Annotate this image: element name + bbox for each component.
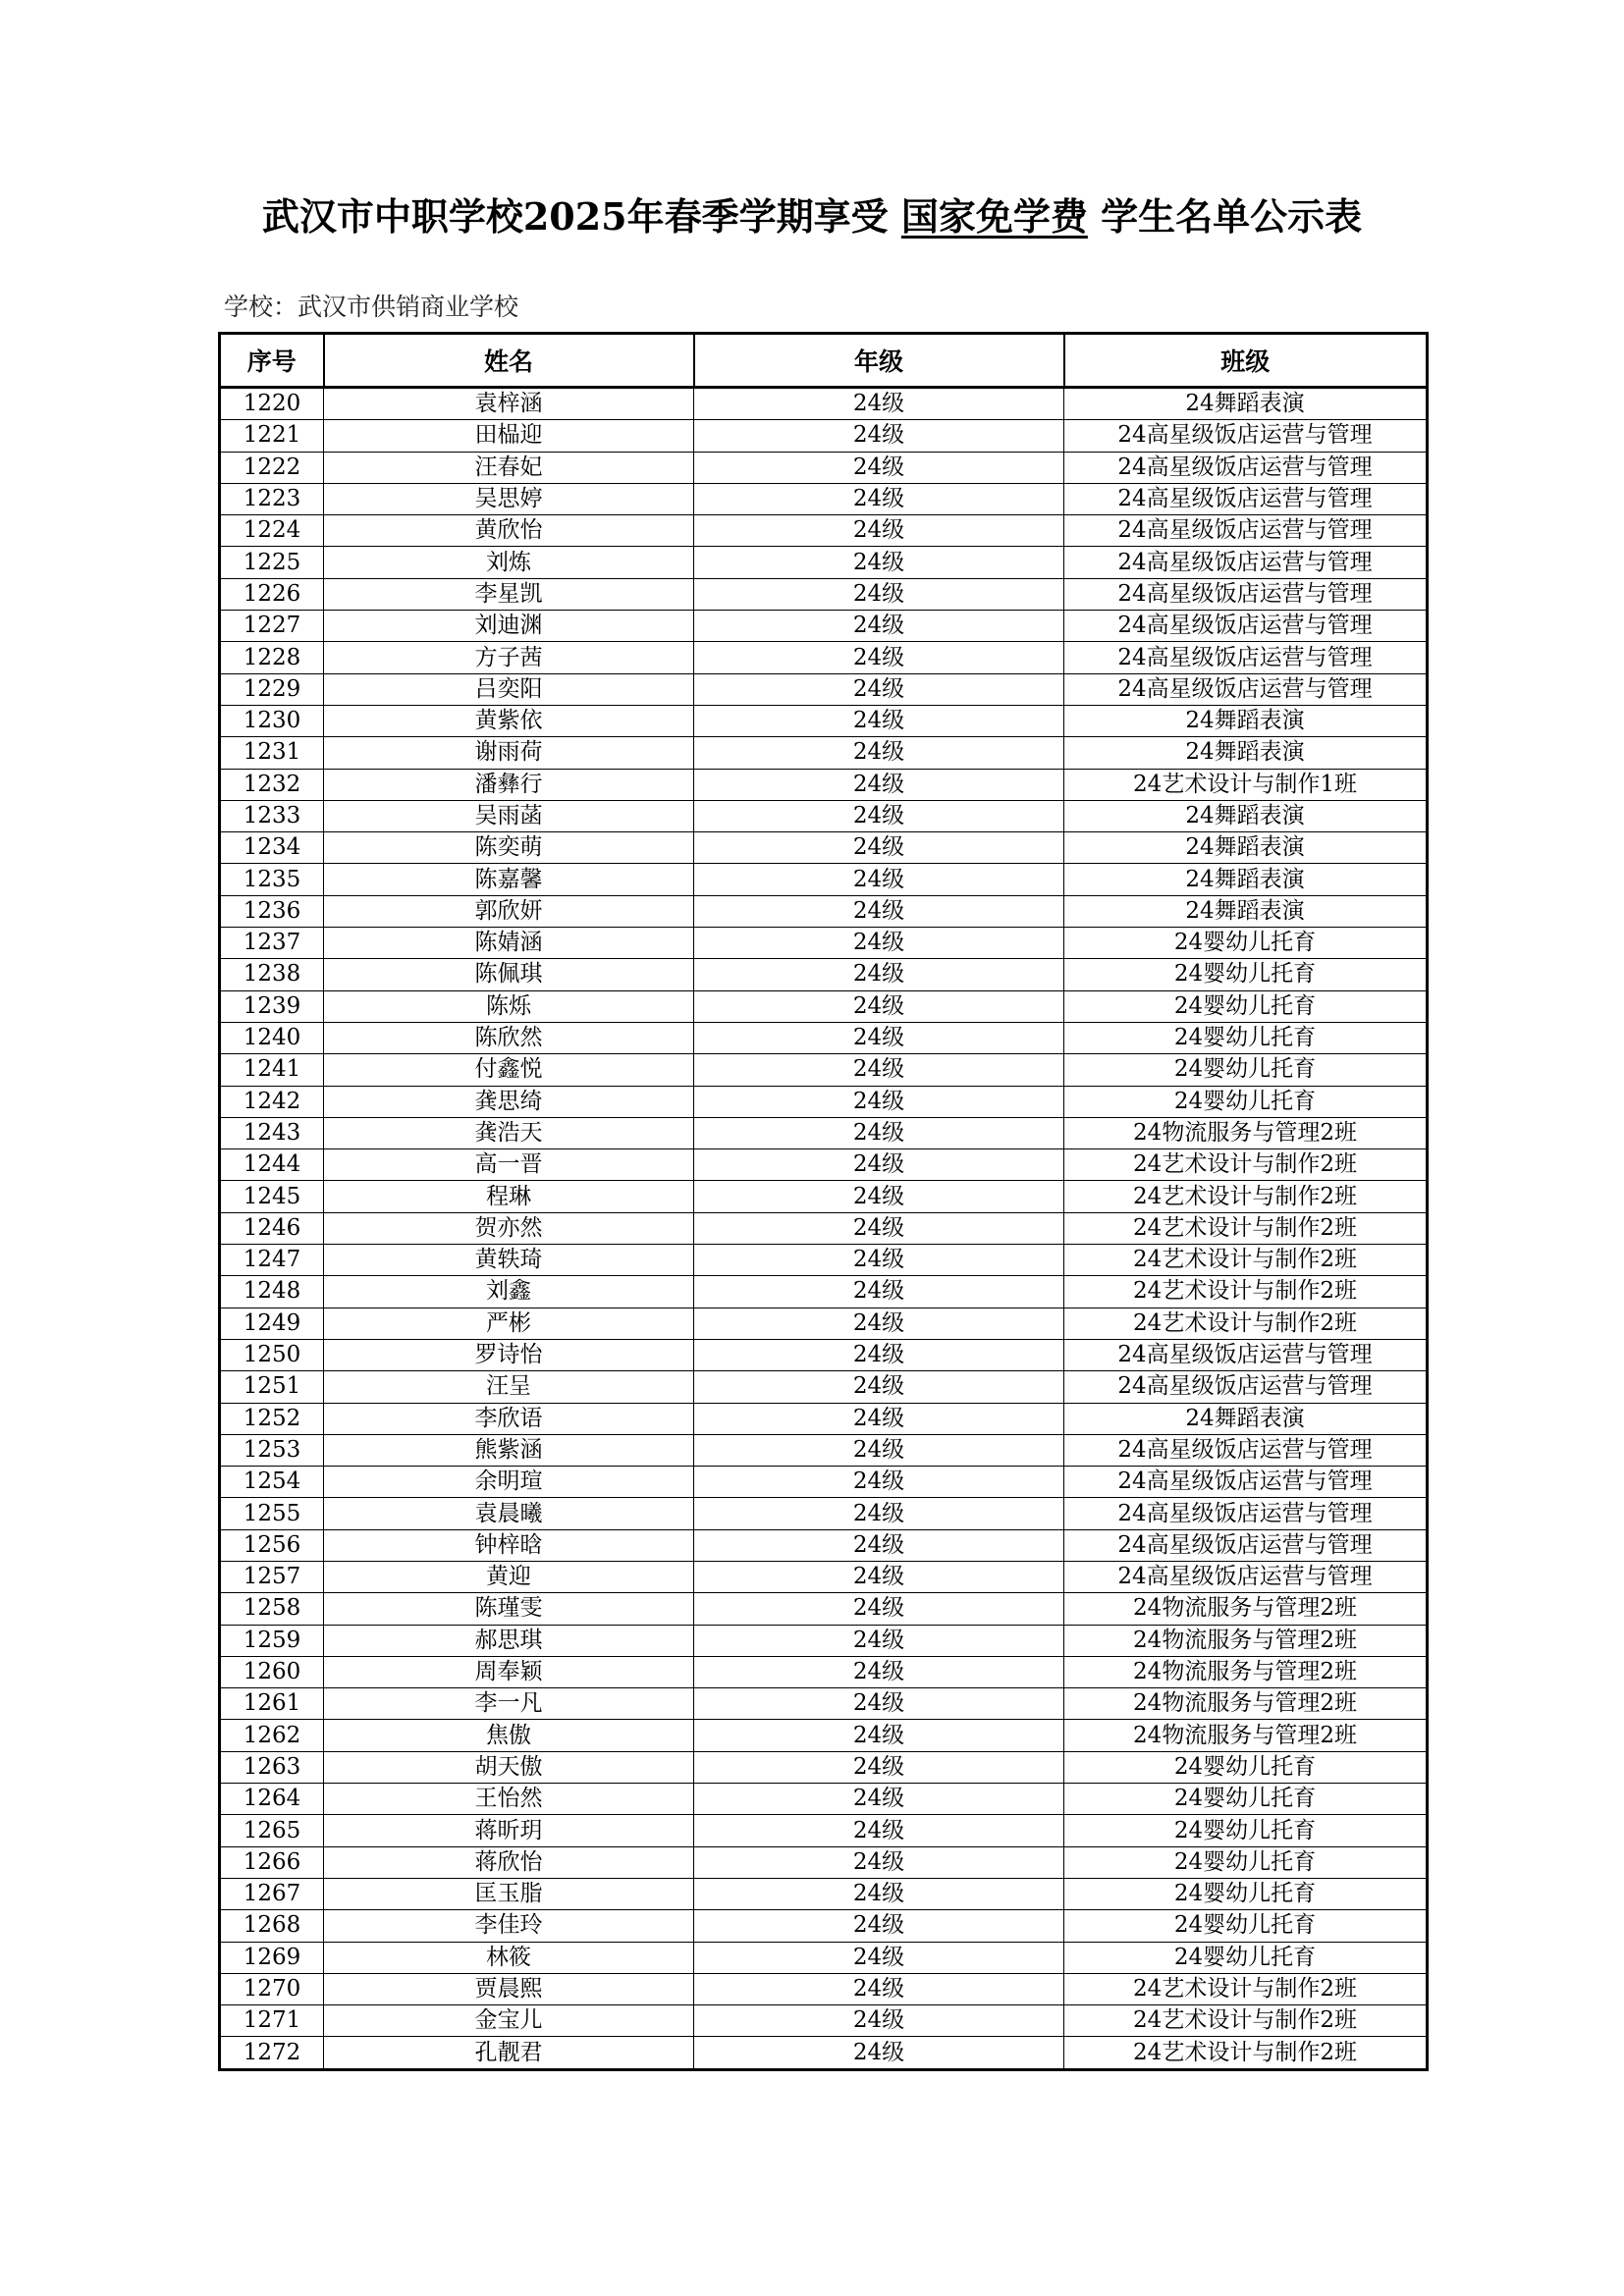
table-row — [220, 1688, 1428, 1720]
cell-grade: 24级 — [694, 1910, 1064, 1942]
cell-name: 陈婧涵 — [324, 928, 694, 959]
table-row — [220, 1181, 1428, 1212]
cell-serial: 1234 — [220, 832, 324, 864]
cell-name: 贾晨熙 — [324, 1973, 694, 2004]
table-row — [220, 1308, 1428, 1339]
cell-grade: 24级 — [694, 769, 1064, 800]
table-row — [220, 1403, 1428, 1434]
cell-name: 吕奕阳 — [324, 673, 694, 705]
cell-grade: 24级 — [694, 959, 1064, 990]
cell-class: 24婴幼儿托育 — [1064, 1846, 1428, 1878]
cell-name: 蒋昕玥 — [324, 1815, 694, 1846]
table-row — [220, 737, 1428, 769]
table-row — [220, 895, 1428, 927]
cell-name: 钟梓晗 — [324, 1529, 694, 1561]
cell-grade: 24级 — [694, 1339, 1064, 1370]
cell-name: 付鑫悦 — [324, 1054, 694, 1086]
title-highlight: 国家免学费 — [900, 194, 1088, 239]
cell-class: 24舞蹈表演 — [1064, 737, 1428, 769]
table-row — [220, 928, 1428, 959]
cell-grade: 24级 — [694, 578, 1064, 610]
cell-serial: 1250 — [220, 1339, 324, 1370]
cell-serial: 1252 — [220, 1403, 324, 1434]
cell-serial: 1228 — [220, 642, 324, 673]
table-row — [220, 800, 1428, 831]
cell-class: 24舞蹈表演 — [1064, 1403, 1428, 1434]
table-row — [220, 1276, 1428, 1308]
table-row — [220, 1339, 1428, 1370]
student-roster-table — [218, 332, 1429, 2071]
cell-serial: 1241 — [220, 1054, 324, 1086]
cell-name: 黄紫依 — [324, 705, 694, 736]
cell-grade: 24级 — [694, 1212, 1064, 1244]
cell-grade: 24级 — [694, 1688, 1064, 1720]
cell-serial: 1254 — [220, 1467, 324, 1498]
table-row — [220, 864, 1428, 895]
table-row — [220, 1212, 1428, 1244]
cell-class: 24物流服务与管理2班 — [1064, 1688, 1428, 1720]
cell-name: 黄欣怡 — [324, 515, 694, 547]
cell-serial: 1230 — [220, 705, 324, 736]
cell-grade: 24级 — [694, 705, 1064, 736]
cell-grade: 24级 — [694, 1973, 1064, 2004]
cell-class: 24艺术设计与制作2班 — [1064, 2037, 1428, 2069]
table-row — [220, 452, 1428, 483]
cell-name: 陈瑾雯 — [324, 1593, 694, 1625]
cell-name: 严彬 — [324, 1308, 694, 1339]
cell-class: 24物流服务与管理2班 — [1064, 1720, 1428, 1751]
cell-grade: 24级 — [694, 2005, 1064, 2037]
cell-grade: 24级 — [694, 673, 1064, 705]
table-row — [220, 1878, 1428, 1909]
cell-serial: 1263 — [220, 1751, 324, 1783]
cell-name: 吴雨菡 — [324, 800, 694, 831]
cell-grade: 24级 — [694, 611, 1064, 642]
table-row — [220, 1942, 1428, 1973]
cell-name: 方子茜 — [324, 642, 694, 673]
cell-serial: 1266 — [220, 1846, 324, 1878]
cell-class: 24高星级饭店运营与管理 — [1064, 452, 1428, 483]
cell-grade: 24级 — [694, 483, 1064, 514]
cell-name: 贺亦然 — [324, 1212, 694, 1244]
cell-class: 24婴幼儿托育 — [1064, 990, 1428, 1022]
cell-grade: 24级 — [694, 832, 1064, 864]
school-label: 学校：武汉市供销商业学校 — [224, 293, 519, 321]
cell-serial: 1257 — [220, 1561, 324, 1592]
cell-grade: 24级 — [694, 1878, 1064, 1909]
table-row — [220, 1086, 1428, 1117]
cell-grade: 24级 — [694, 1815, 1064, 1846]
table-row — [220, 642, 1428, 673]
cell-grade: 24级 — [694, 1751, 1064, 1783]
cell-class: 24婴幼儿托育 — [1064, 1878, 1428, 1909]
cell-serial: 1264 — [220, 1784, 324, 1815]
cell-serial: 1249 — [220, 1308, 324, 1339]
cell-name: 袁梓涵 — [324, 388, 694, 420]
cell-grade: 24级 — [694, 547, 1064, 578]
cell-serial: 1229 — [220, 673, 324, 705]
table-row — [220, 1973, 1428, 2004]
cell-grade: 24级 — [694, 1181, 1064, 1212]
cell-grade: 24级 — [694, 990, 1064, 1022]
cell-serial: 1224 — [220, 515, 324, 547]
cell-serial: 1256 — [220, 1529, 324, 1561]
cell-class: 24高星级饭店运营与管理 — [1064, 515, 1428, 547]
cell-name: 林筱 — [324, 1942, 694, 1973]
cell-class: 24艺术设计与制作2班 — [1064, 1212, 1428, 1244]
cell-serial: 1221 — [220, 420, 324, 452]
cell-serial: 1244 — [220, 1149, 324, 1181]
cell-class: 24婴幼儿托育 — [1064, 1751, 1428, 1783]
table-row — [220, 1910, 1428, 1942]
cell-serial: 1236 — [220, 895, 324, 927]
cell-serial: 1245 — [220, 1181, 324, 1212]
cell-name: 余明瑄 — [324, 1467, 694, 1498]
table-body — [220, 388, 1428, 2070]
cell-grade: 24级 — [694, 737, 1064, 769]
cell-class: 24高星级饭店运营与管理 — [1064, 642, 1428, 673]
cell-grade: 24级 — [694, 1593, 1064, 1625]
cell-grade: 24级 — [694, 895, 1064, 927]
cell-grade: 24级 — [694, 928, 1064, 959]
cell-serial: 1253 — [220, 1434, 324, 1466]
cell-grade: 24级 — [694, 1086, 1064, 1117]
cell-serial: 1268 — [220, 1910, 324, 1942]
cell-name: 蒋欣怡 — [324, 1846, 694, 1878]
table-row — [220, 611, 1428, 642]
table-row — [220, 1561, 1428, 1592]
cell-serial: 1223 — [220, 483, 324, 514]
cell-grade: 24级 — [694, 515, 1064, 547]
table-row — [220, 832, 1428, 864]
cell-serial: 1248 — [220, 1276, 324, 1308]
cell-name: 陈嘉馨 — [324, 864, 694, 895]
cell-grade: 24级 — [694, 452, 1064, 483]
cell-class: 24艺术设计与制作2班 — [1064, 1245, 1428, 1276]
table-row — [220, 1022, 1428, 1053]
cell-serial: 1255 — [220, 1498, 324, 1529]
cell-serial: 1246 — [220, 1212, 324, 1244]
cell-name: 刘炼 — [324, 547, 694, 578]
cell-serial: 1247 — [220, 1245, 324, 1276]
cell-grade: 24级 — [694, 1054, 1064, 1086]
cell-serial: 1267 — [220, 1878, 324, 1909]
table-row — [220, 1054, 1428, 1086]
table-row — [220, 2005, 1428, 2037]
cell-grade: 24级 — [694, 1022, 1064, 1053]
cell-serial: 1232 — [220, 769, 324, 800]
cell-grade: 24级 — [694, 1371, 1064, 1403]
cell-serial: 1233 — [220, 800, 324, 831]
cell-class: 24高星级饭店运营与管理 — [1064, 1561, 1428, 1592]
cell-class: 24婴幼儿托育 — [1064, 1054, 1428, 1086]
column-header-serial: 序号 — [220, 334, 324, 388]
cell-name: 陈欣然 — [324, 1022, 694, 1053]
cell-serial: 1237 — [220, 928, 324, 959]
cell-class: 24艺术设计与制作2班 — [1064, 1181, 1428, 1212]
cell-name: 郭欣妍 — [324, 895, 694, 927]
cell-grade: 24级 — [694, 1276, 1064, 1308]
cell-class: 24高星级饭店运营与管理 — [1064, 547, 1428, 578]
cell-name: 龚浩天 — [324, 1117, 694, 1148]
table-row — [220, 1434, 1428, 1466]
table-row — [220, 388, 1428, 420]
cell-serial: 1270 — [220, 1973, 324, 2004]
cell-name: 郝思琪 — [324, 1625, 694, 1656]
cell-name: 潘彝行 — [324, 769, 694, 800]
cell-name: 田榀迎 — [324, 420, 694, 452]
cell-class: 24舞蹈表演 — [1064, 705, 1428, 736]
cell-class: 24婴幼儿托育 — [1064, 1784, 1428, 1815]
header-row — [220, 334, 1428, 388]
cell-name: 熊紫涵 — [324, 1434, 694, 1466]
cell-name: 陈奕萌 — [324, 832, 694, 864]
column-header-class: 班级 — [1064, 334, 1428, 388]
cell-name: 袁晨曦 — [324, 1498, 694, 1529]
cell-name: 孔靓君 — [324, 2037, 694, 2069]
cell-grade: 24级 — [694, 1467, 1064, 1498]
cell-serial: 1222 — [220, 452, 324, 483]
cell-grade: 24级 — [694, 864, 1064, 895]
cell-class: 24艺术设计与制作2班 — [1064, 1973, 1428, 2004]
cell-name: 汪春妃 — [324, 452, 694, 483]
cell-serial: 1240 — [220, 1022, 324, 1053]
cell-class: 24婴幼儿托育 — [1064, 1942, 1428, 1973]
table-row — [220, 1625, 1428, 1656]
cell-name: 周奉颖 — [324, 1656, 694, 1687]
cell-class: 24高星级饭店运营与管理 — [1064, 1467, 1428, 1498]
cell-grade: 24级 — [694, 1498, 1064, 1529]
cell-grade: 24级 — [694, 1625, 1064, 1656]
cell-name: 李欣语 — [324, 1403, 694, 1434]
cell-name: 李佳玲 — [324, 1910, 694, 1942]
cell-serial: 1259 — [220, 1625, 324, 1656]
cell-name: 刘鑫 — [324, 1276, 694, 1308]
cell-name: 吴思婷 — [324, 483, 694, 514]
cell-grade: 24级 — [694, 800, 1064, 831]
table-row — [220, 2037, 1428, 2069]
table-row — [220, 959, 1428, 990]
cell-class: 24高星级饭店运营与管理 — [1064, 1434, 1428, 1466]
cell-name: 程琳 — [324, 1181, 694, 1212]
table-row — [220, 547, 1428, 578]
cell-grade: 24级 — [694, 642, 1064, 673]
cell-name: 谢雨荷 — [324, 737, 694, 769]
cell-serial: 1260 — [220, 1656, 324, 1687]
cell-class: 24舞蹈表演 — [1064, 800, 1428, 831]
table-row — [220, 515, 1428, 547]
cell-class: 24高星级饭店运营与管理 — [1064, 1371, 1428, 1403]
cell-class: 24艺术设计与制作2班 — [1064, 2005, 1428, 2037]
table-row — [220, 1529, 1428, 1561]
table-row — [220, 1149, 1428, 1181]
cell-serial: 1239 — [220, 990, 324, 1022]
table-row — [220, 1371, 1428, 1403]
cell-serial: 1225 — [220, 547, 324, 578]
cell-serial: 1242 — [220, 1086, 324, 1117]
cell-class: 24高星级饭店运营与管理 — [1064, 483, 1428, 514]
cell-grade: 24级 — [694, 1403, 1064, 1434]
cell-class: 24物流服务与管理2班 — [1064, 1117, 1428, 1148]
cell-grade: 24级 — [694, 388, 1064, 420]
cell-serial: 1226 — [220, 578, 324, 610]
cell-serial: 1251 — [220, 1371, 324, 1403]
cell-serial: 1265 — [220, 1815, 324, 1846]
cell-name: 刘迪渊 — [324, 611, 694, 642]
cell-serial: 1272 — [220, 2037, 324, 2069]
table-row — [220, 990, 1428, 1022]
cell-grade: 24级 — [694, 1529, 1064, 1561]
cell-grade: 24级 — [694, 1561, 1064, 1592]
table-row — [220, 1498, 1428, 1529]
cell-serial: 1262 — [220, 1720, 324, 1751]
cell-name: 金宝儿 — [324, 2005, 694, 2037]
cell-class: 24高星级饭店运营与管理 — [1064, 1529, 1428, 1561]
cell-class: 24婴幼儿托育 — [1064, 928, 1428, 959]
cell-grade: 24级 — [694, 1117, 1064, 1148]
table-row — [220, 1815, 1428, 1846]
table-row — [220, 1245, 1428, 1276]
cell-name: 黄轶琦 — [324, 1245, 694, 1276]
cell-class: 24婴幼儿托育 — [1064, 959, 1428, 990]
cell-grade: 24级 — [694, 1942, 1064, 1973]
cell-serial: 1269 — [220, 1942, 324, 1973]
cell-class: 24婴幼儿托育 — [1064, 1022, 1428, 1053]
cell-serial: 1220 — [220, 388, 324, 420]
table-row — [220, 1467, 1428, 1498]
cell-name: 高一晋 — [324, 1149, 694, 1181]
table-row — [220, 1720, 1428, 1751]
cell-class: 24舞蹈表演 — [1064, 832, 1428, 864]
title-suffix: 学生名单公示表 — [1101, 194, 1363, 239]
cell-grade: 24级 — [694, 1720, 1064, 1751]
cell-name: 李一凡 — [324, 1688, 694, 1720]
table-row — [220, 578, 1428, 610]
table-header — [220, 334, 1428, 388]
cell-class: 24艺术设计与制作2班 — [1064, 1149, 1428, 1181]
cell-class: 24物流服务与管理2班 — [1064, 1593, 1428, 1625]
cell-grade: 24级 — [694, 1784, 1064, 1815]
cell-class: 24婴幼儿托育 — [1064, 1086, 1428, 1117]
table-row — [220, 1751, 1428, 1783]
table-row — [220, 1593, 1428, 1625]
cell-serial: 1238 — [220, 959, 324, 990]
table-row — [220, 1784, 1428, 1815]
cell-serial: 1271 — [220, 2005, 324, 2037]
cell-grade: 24级 — [694, 1434, 1064, 1466]
cell-class: 24艺术设计与制作2班 — [1064, 1308, 1428, 1339]
cell-grade: 24级 — [694, 1245, 1064, 1276]
cell-grade: 24级 — [694, 1656, 1064, 1687]
cell-class: 24高星级饭店运营与管理 — [1064, 420, 1428, 452]
cell-class: 24高星级饭店运营与管理 — [1064, 1498, 1428, 1529]
table-row — [220, 673, 1428, 705]
table-row — [220, 420, 1428, 452]
cell-class: 24高星级饭店运营与管理 — [1064, 611, 1428, 642]
table-row — [220, 1846, 1428, 1878]
cell-name: 龚思绮 — [324, 1086, 694, 1117]
cell-serial: 1227 — [220, 611, 324, 642]
cell-class: 24艺术设计与制作2班 — [1064, 1276, 1428, 1308]
cell-serial: 1243 — [220, 1117, 324, 1148]
page-title — [0, 187, 1624, 240]
table-row — [220, 705, 1428, 736]
table-row — [220, 769, 1428, 800]
table-row — [220, 1117, 1428, 1148]
title-prefix: 武汉市中职学校2025年春季学期享受 — [261, 194, 889, 239]
cell-name: 焦傲 — [324, 1720, 694, 1751]
cell-name: 陈佩琪 — [324, 959, 694, 990]
cell-serial: 1235 — [220, 864, 324, 895]
cell-name: 汪呈 — [324, 1371, 694, 1403]
cell-class: 24舞蹈表演 — [1064, 895, 1428, 927]
cell-class: 24舞蹈表演 — [1064, 864, 1428, 895]
cell-class: 24舞蹈表演 — [1064, 388, 1428, 420]
cell-name: 罗诗怡 — [324, 1339, 694, 1370]
column-header-grade: 年级 — [694, 334, 1064, 388]
cell-name: 李星凯 — [324, 578, 694, 610]
cell-grade: 24级 — [694, 1149, 1064, 1181]
cell-name: 黄迎 — [324, 1561, 694, 1592]
cell-grade: 24级 — [694, 2037, 1064, 2069]
table-row — [220, 483, 1428, 514]
cell-name: 胡天傲 — [324, 1751, 694, 1783]
cell-class: 24婴幼儿托育 — [1064, 1910, 1428, 1942]
cell-class: 24婴幼儿托育 — [1064, 1815, 1428, 1846]
cell-grade: 24级 — [694, 1308, 1064, 1339]
column-header-name: 姓名 — [324, 334, 694, 388]
cell-name: 陈烁 — [324, 990, 694, 1022]
cell-serial: 1231 — [220, 737, 324, 769]
cell-name: 王怡然 — [324, 1784, 694, 1815]
cell-class: 24高星级饭店运营与管理 — [1064, 1339, 1428, 1370]
cell-class: 24物流服务与管理2班 — [1064, 1656, 1428, 1687]
cell-class: 24艺术设计与制作1班 — [1064, 769, 1428, 800]
cell-name: 匡玉脂 — [324, 1878, 694, 1909]
cell-grade: 24级 — [694, 420, 1064, 452]
table-row — [220, 1656, 1428, 1687]
cell-serial: 1261 — [220, 1688, 324, 1720]
cell-serial: 1258 — [220, 1593, 324, 1625]
cell-class: 24高星级饭店运营与管理 — [1064, 673, 1428, 705]
cell-class: 24高星级饭店运营与管理 — [1064, 578, 1428, 610]
cell-class: 24物流服务与管理2班 — [1064, 1625, 1428, 1656]
cell-grade: 24级 — [694, 1846, 1064, 1878]
